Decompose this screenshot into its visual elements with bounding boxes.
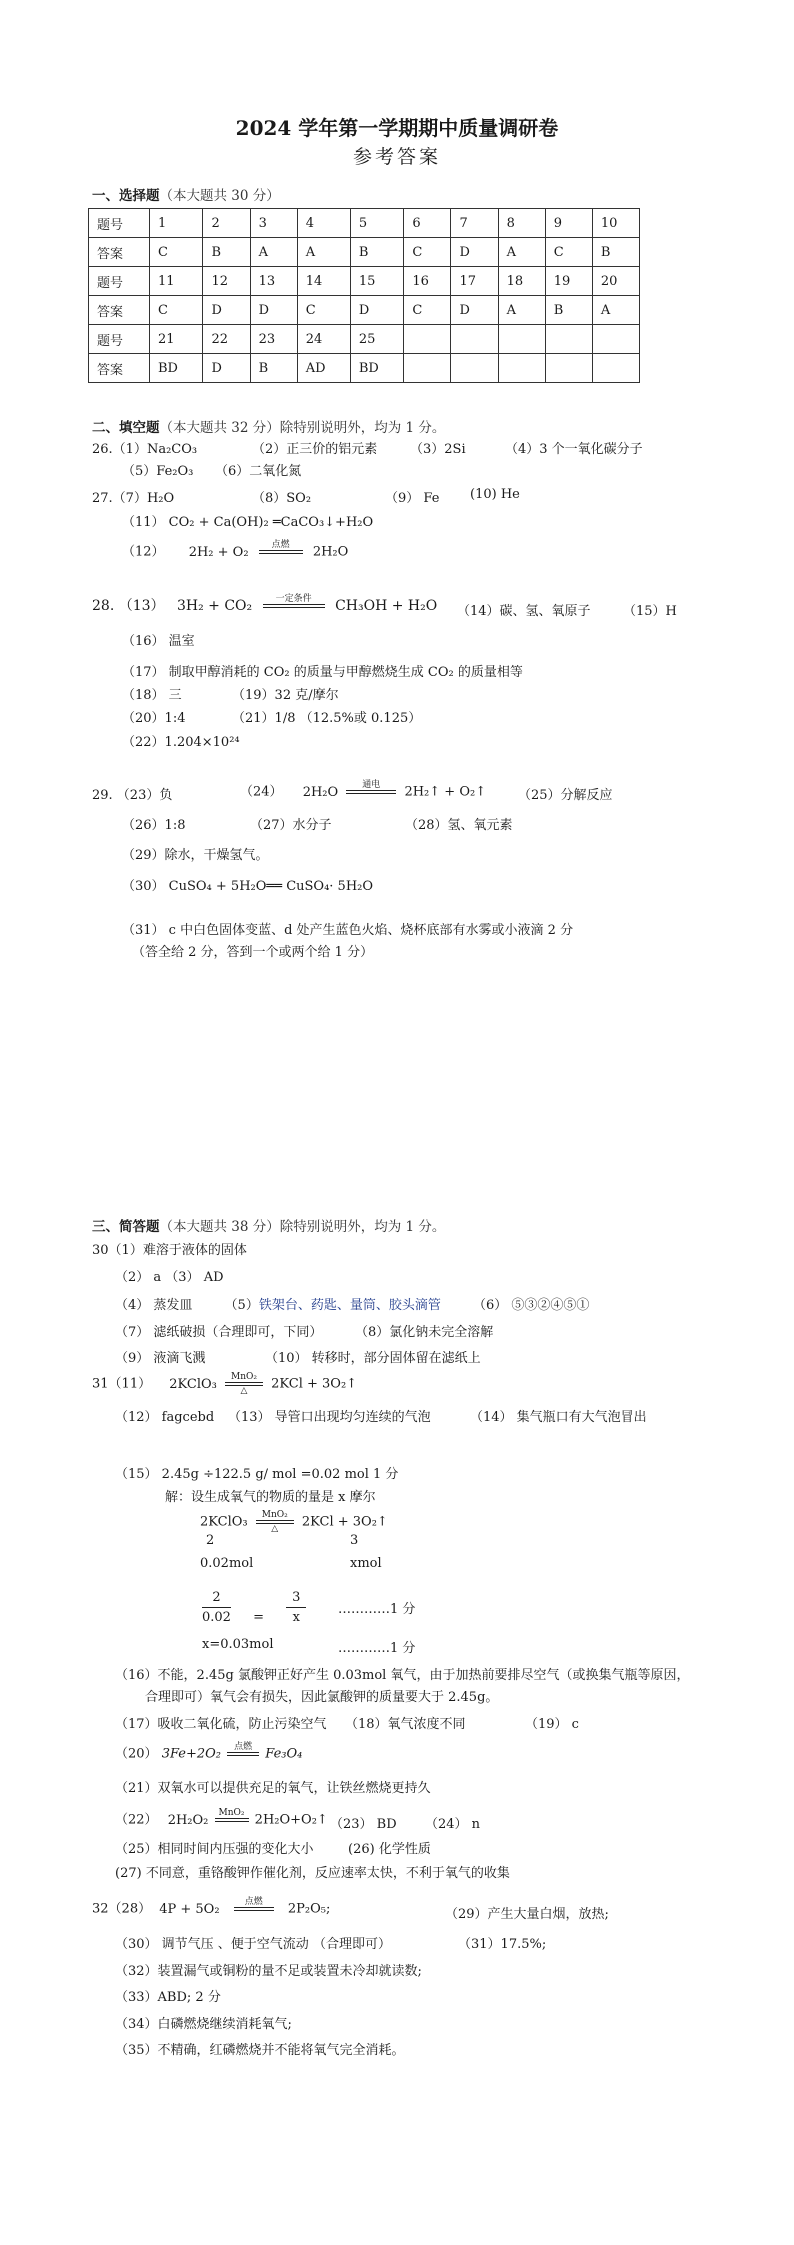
section3-heading: 三、简答题（本大题共 38 分）除特别说明外，均为 1 分。 — [92, 1219, 446, 1235]
table-cell: 15 — [350, 267, 403, 296]
table-cell: 10 — [592, 209, 639, 238]
table-cell: B — [592, 238, 639, 267]
q30-2-3: （2） a （3） AD — [115, 1270, 224, 1285]
table-cell: A — [498, 238, 545, 267]
table-row-header: 题号 — [89, 267, 150, 296]
table-cell: BD — [150, 354, 203, 383]
reaction-condition: 点燃 — [227, 1742, 259, 1766]
table-cell: D — [203, 296, 250, 325]
table-cell: BD — [350, 354, 403, 383]
q27-11: （11） CO₂ + Ca(OH)₂ ═CaCO₃↓+H₂O — [122, 515, 374, 530]
table-cell — [592, 354, 639, 383]
table-cell — [592, 325, 639, 354]
q31-22: （22） 2H₂O₂ MnO₂ 2H₂O+O₂↑ — [115, 1808, 328, 1832]
q30-1: 30（1）难溶于液体的固体 — [92, 1243, 247, 1258]
table-cell: 8 — [498, 209, 545, 238]
q30-9: （9） 液滴飞溅 — [115, 1351, 206, 1366]
result-points: …………1 分 — [338, 1641, 416, 1656]
proportion-points: …………1 分 — [338, 1602, 416, 1617]
q28-20: （20）1:4 — [122, 711, 186, 726]
table-cell: A — [498, 296, 545, 325]
table-cell: D — [350, 296, 403, 325]
q31-17: （17）吸收二氧化硫，防止污染空气 — [115, 1717, 327, 1732]
q28-17: （17） 制取甲醇消耗的 CO₂ 的质量与甲醇燃烧生成 CO₂ 的质量相等 — [122, 665, 523, 680]
q27-12: （12） 2H₂ + O₂ 点燃 2H₂O — [122, 540, 348, 564]
table-cell: A — [297, 238, 350, 267]
result: x=0.03mol — [202, 1637, 274, 1652]
table-row — [89, 354, 640, 383]
q30-7: （7） 滤纸破损（合理即可，下同） — [115, 1325, 323, 1340]
q29-26: （26）1:8 — [122, 818, 186, 833]
q29-27: （27）水分子 — [250, 818, 332, 833]
q27-9: （9） Fe — [385, 491, 440, 506]
table-row-header: 答案 — [89, 354, 150, 383]
q32-28: 32（28） 4P + 5O₂ 点燃 2P₂O₅; — [92, 1897, 330, 1921]
table-cell — [451, 325, 498, 354]
table-cell: 9 — [545, 209, 592, 238]
reaction-condition: MnO₂ △ — [256, 1510, 294, 1534]
coef-3: 3 — [350, 1533, 359, 1548]
table-row — [89, 296, 640, 325]
proportion: $\frac{2}{0.02}$ = $\frac{3}{x}$ — [202, 1590, 306, 1625]
table-row-header: 答案 — [89, 296, 150, 325]
q31-14: （14） 集气瓶口有大气泡冒出 — [470, 1410, 647, 1425]
q27-8: （8）SO₂ — [252, 491, 312, 506]
q29-23: 29. （23）负 — [92, 788, 173, 803]
page-subtitle: 参考答案 — [352, 146, 441, 168]
q30-10: （10） 转移时，部分固体留在滤纸上 — [265, 1351, 481, 1366]
table-cell: C — [545, 238, 592, 267]
q28-15: （15）H — [623, 604, 677, 619]
q28-22: （22）1.204×10²⁴ — [122, 735, 240, 750]
q26-1: 26.（1）Na₂CO₃ — [92, 442, 198, 457]
q29-31: （31） c 中白色固体变蓝、d 处产生蓝色火焰、烧杯底部有水雾或小液滴 2 分 — [122, 923, 574, 938]
table-cell: 11 — [150, 267, 203, 296]
q26-3: （3）2Si — [410, 442, 466, 457]
table-cell: D — [451, 238, 498, 267]
answer-table — [88, 208, 640, 383]
q31-21: （21）双氧水可以提供充足的氧气，让铁丝燃烧更持久 — [115, 1781, 431, 1796]
table-cell: 5 — [350, 209, 403, 238]
q28-19: （19）32 克/摩尔 — [232, 688, 339, 703]
q28-14: （14）碳、氢、氧原子 — [457, 604, 591, 619]
table-cell: A — [250, 238, 297, 267]
q29-31-note: （答全给 2 分，答到一个或两个给 1 分） — [132, 945, 374, 960]
q28-21: （21）1/8 （12.5%或 0.125） — [232, 711, 422, 726]
q31-11: 31（11） 2KClO₃ MnO₂ △ 2KCl + 3O₂↑ — [92, 1372, 358, 1396]
reaction-condition: 一定条件 — [263, 594, 325, 618]
table-cell: 3 — [250, 209, 297, 238]
q31-15-equation: 2KClO₃ MnO₂ △ 2KCl + 3O₂↑ — [200, 1510, 388, 1534]
table-cell: 17 — [451, 267, 498, 296]
table-row-header: 答案 — [89, 238, 150, 267]
table-cell: C — [297, 296, 350, 325]
q32-35: （35）不精确，红磷燃烧并不能将氧气完全消耗。 — [115, 2043, 405, 2058]
table-cell: C — [404, 238, 451, 267]
table-cell: 4 — [297, 209, 350, 238]
q29-29: （29）除水，干燥氢气。 — [122, 848, 269, 863]
q32-31: （31）17.5%; — [458, 1937, 547, 1952]
table-cell: C — [150, 296, 203, 325]
q32-32: （32）装置漏气或铜粉的量不足或装置未冷却就读数; — [115, 1964, 422, 1979]
q30-8: （8）氯化钠未完全溶解 — [355, 1325, 494, 1340]
reaction-condition: 通电 — [346, 780, 396, 804]
table-cell: 14 — [297, 267, 350, 296]
table-cell: D — [203, 354, 250, 383]
table-cell: 19 — [545, 267, 592, 296]
q32-34: （34）白磷燃烧继续消耗氧气; — [115, 2017, 292, 2032]
q29-30: （30） CuSO₄ + 5H₂O══ CuSO₄· 5H₂O — [122, 879, 374, 894]
q29-25: （25）分解反应 — [518, 788, 613, 803]
table-cell: B — [545, 296, 592, 325]
q31-25: （25）相同时间内压强的变化大小 — [115, 1842, 314, 1857]
table-cell: B — [350, 238, 403, 267]
table-cell: B — [203, 238, 250, 267]
table-cell: 18 — [498, 267, 545, 296]
table-cell: 7 — [451, 209, 498, 238]
table-row — [89, 267, 640, 296]
q31-18: （18）氧气浓度不同 — [345, 1717, 466, 1732]
table-cell — [545, 325, 592, 354]
table-cell: 12 — [203, 267, 250, 296]
reaction-condition: 点燃 — [234, 1897, 274, 1921]
table-cell: 22 — [203, 325, 250, 354]
section1-heading: 一、选择题（本大题共 30 分） — [92, 188, 280, 204]
table-cell: 25 — [350, 325, 403, 354]
q31-19: （19） c — [525, 1717, 579, 1732]
page-title: 2024 学年第一学期期中质量调研卷 — [235, 116, 559, 140]
q31-27: (27) 不同意，重铬酸钾作催化剂，反应速率太快，不利于氧气的收集 — [115, 1866, 510, 1881]
q31-16-line2: 合理即可）氧气会有损失，因此氯酸钾的质量要大于 2.45g。 — [145, 1690, 499, 1705]
q26-4: （4）3 个一氧化碳分子 — [505, 442, 643, 457]
q32-33: （33）ABD; 2 分 — [115, 1990, 221, 2005]
table-row — [89, 325, 640, 354]
table-cell: 13 — [250, 267, 297, 296]
q27-10: (10) He — [470, 487, 520, 502]
q32-29: （29）产生大量白烟，放热; — [445, 1907, 609, 1922]
q29-28: （28）氢、氧元素 — [405, 818, 513, 833]
q26-5: （5）Fe₂O₃ — [122, 464, 194, 479]
q28-16: （16） 温室 — [122, 634, 195, 649]
q26-6: （6）二氧化氮 — [215, 464, 302, 479]
table-cell — [545, 354, 592, 383]
table-cell: 24 — [297, 325, 350, 354]
table-cell — [404, 325, 451, 354]
table-cell: D — [451, 296, 498, 325]
table-cell: D — [250, 296, 297, 325]
q31-15-setup: 解：设生成氧气的物质的量是 x 摩尔 — [165, 1490, 376, 1505]
section2-heading: 二、填空题（本大题共 32 分）除特别说明外，均为 1 分。 — [92, 420, 446, 436]
table-row-header: 题号 — [89, 325, 150, 354]
q32-30: （30） 调节气压 、便于空气流动 （合理即可） — [115, 1937, 391, 1952]
mol-given: 0.02mol — [200, 1556, 254, 1571]
q31-12: （12） fagcebd — [115, 1410, 215, 1425]
q31-24: （24） n — [425, 1817, 481, 1832]
q28-13: 28. （13） 3H₂ + CO₂ 一定条件 CH₃OH + H₂O — [92, 594, 437, 618]
coef-2: 2 — [206, 1533, 215, 1548]
table-cell: 20 — [592, 267, 639, 296]
table-cell — [498, 354, 545, 383]
q28-18: （18） 三 — [122, 688, 182, 703]
table-cell — [498, 325, 545, 354]
reaction-condition: MnO₂ △ — [225, 1372, 263, 1396]
q31-23: （23） BD — [330, 1817, 397, 1832]
table-cell — [404, 354, 451, 383]
table-cell: 21 — [150, 325, 203, 354]
table-cell — [451, 354, 498, 383]
q29-24: （24） 2H₂O 通电 2H₂↑ + O₂↑ — [240, 780, 486, 804]
table-row — [89, 238, 640, 267]
table-row-header: 题号 — [89, 209, 150, 238]
q31-20: （20） 3Fe+2O₂ 点燃 Fe₃O₄ — [115, 1742, 302, 1766]
table-cell: B — [250, 354, 297, 383]
table-cell: C — [150, 238, 203, 267]
q26-2: （2）正三价的铝元素 — [252, 442, 378, 457]
table-cell: A — [592, 296, 639, 325]
table-cell: 23 — [250, 325, 297, 354]
q31-13: （13） 导管口出现均匀连续的气泡 — [228, 1410, 431, 1425]
mol-unknown: xmol — [350, 1556, 382, 1571]
table-cell: 16 — [404, 267, 451, 296]
table-cell: AD — [297, 354, 350, 383]
reaction-condition: 点燃 — [259, 540, 303, 564]
q31-26: (26) 化学性质 — [348, 1842, 431, 1857]
q31-15: （15） 2.45g ÷122.5 g/ mol =0.02 mol 1 分 — [115, 1467, 399, 1482]
table-cell: C — [404, 296, 451, 325]
q27-7: 27.（7）H₂O — [92, 491, 175, 506]
table-cell: 2 — [203, 209, 250, 238]
reaction-condition: MnO₂ — [215, 1808, 249, 1832]
table-cell: 6 — [404, 209, 451, 238]
q30-4-6: （4） 蒸发皿 （5）铁架台、药匙、量筒、胶头滴管 （6） ⑤③②④⑤① — [115, 1298, 590, 1313]
table-row — [89, 209, 640, 238]
q31-16-line1: （16）不能，2.45g 氯酸钾正好产生 0.03mol 氧气，由于加热前要排尽空气（或换集气瓶等原因， — [115, 1668, 690, 1683]
table-cell: 1 — [150, 209, 203, 238]
